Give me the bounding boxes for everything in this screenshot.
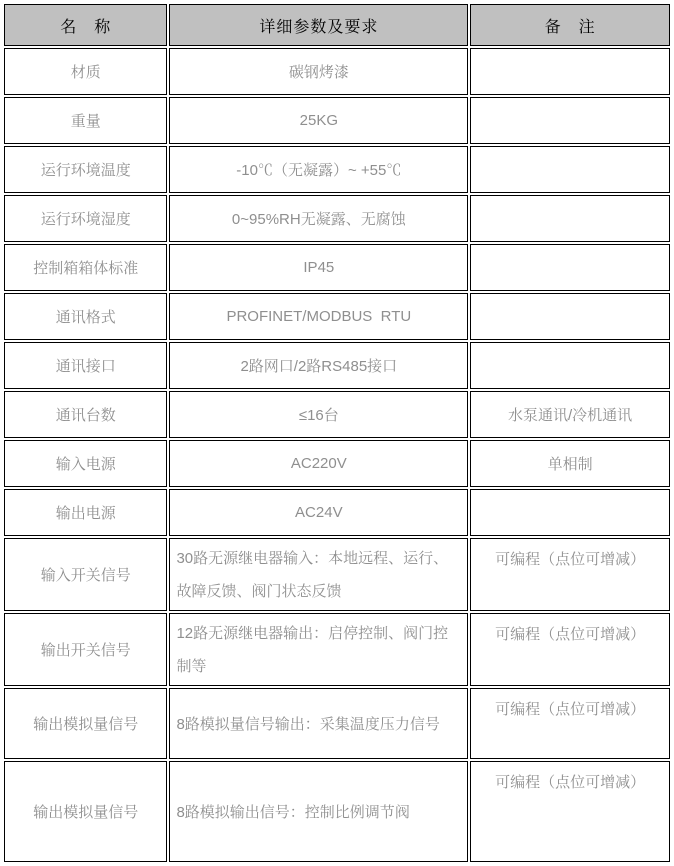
table-row xyxy=(4,293,670,340)
column-header-params: 详细参数及要求 xyxy=(169,4,468,46)
cell-remark xyxy=(470,489,670,536)
cell-value: IP45 xyxy=(169,244,468,291)
table-row xyxy=(4,761,670,862)
cell-name: 输出模拟量信号 xyxy=(4,688,167,759)
cell-name: 运行环境湿度 xyxy=(4,195,167,242)
cell-name: 输出开关信号 xyxy=(4,613,167,686)
table-row xyxy=(4,97,670,144)
cell-remark xyxy=(470,244,670,291)
cell-name: 控制箱箱体标准 xyxy=(4,244,167,291)
cell-remark: 可编程（点位可增减） xyxy=(470,613,670,686)
table-row xyxy=(4,538,670,611)
table-row xyxy=(4,195,670,242)
cell-name: 输入电源 xyxy=(4,440,167,487)
cell-value: 8路模拟输出信号：控制比例调节阀 xyxy=(169,761,468,862)
cell-remark xyxy=(470,195,670,242)
cell-remark xyxy=(470,146,670,193)
cell-value: 2路网口/2路RS485接口 xyxy=(169,342,468,389)
cell-value: ≤16台 xyxy=(169,391,468,438)
cell-remark: 水泵通讯/冷机通讯 xyxy=(470,391,670,438)
table-row xyxy=(4,244,670,291)
cell-value: 8路模拟量信号输出：采集温度压力信号 xyxy=(169,688,468,759)
cell-name: 通讯台数 xyxy=(4,391,167,438)
cell-remark xyxy=(470,97,670,144)
table-row xyxy=(4,489,670,536)
cell-value: 碳钢烤漆 xyxy=(169,48,468,95)
cell-name: 通讯格式 xyxy=(4,293,167,340)
cell-remark: 可编程（点位可增减） xyxy=(470,688,670,759)
cell-remark: 单相制 xyxy=(470,440,670,487)
cell-name: 输出模拟量信号 xyxy=(4,761,167,862)
cell-value: 30路无源继电器输入：本地远程、运行、故障反馈、阀门状态反馈 xyxy=(169,538,468,611)
cell-remark xyxy=(470,342,670,389)
cell-value: -10℃（无凝露）~ +55℃ xyxy=(169,146,468,193)
header-row xyxy=(4,4,670,46)
cell-name: 重量 xyxy=(4,97,167,144)
cell-remark xyxy=(470,48,670,95)
cell-name: 输入开关信号 xyxy=(4,538,167,611)
table-row xyxy=(4,48,670,95)
cell-value: PROFINET/MODBUS RTU xyxy=(169,293,468,340)
cell-value: AC220V xyxy=(169,440,468,487)
cell-value: 12路无源继电器输出：启停控制、阀门控制等 xyxy=(169,613,468,686)
column-header-name: 名 称 xyxy=(4,4,167,46)
cell-name: 材质 xyxy=(4,48,167,95)
cell-remark: 可编程（点位可增减） xyxy=(470,761,670,862)
cell-remark: 可编程（点位可增减） xyxy=(470,538,670,611)
cell-value: AC24V xyxy=(169,489,468,536)
table-row xyxy=(4,613,670,686)
spec-table xyxy=(2,2,672,864)
cell-name: 运行环境温度 xyxy=(4,146,167,193)
column-header-remark: 备 注 xyxy=(470,4,670,46)
table-row xyxy=(4,688,670,759)
cell-value: 25KG xyxy=(169,97,468,144)
table-row xyxy=(4,146,670,193)
cell-name: 输出电源 xyxy=(4,489,167,536)
table-row xyxy=(4,391,670,438)
table-row xyxy=(4,342,670,389)
table-row xyxy=(4,440,670,487)
cell-remark xyxy=(470,293,670,340)
cell-value: 0~95%RH无凝露、无腐蚀 xyxy=(169,195,468,242)
cell-name: 通讯接口 xyxy=(4,342,167,389)
